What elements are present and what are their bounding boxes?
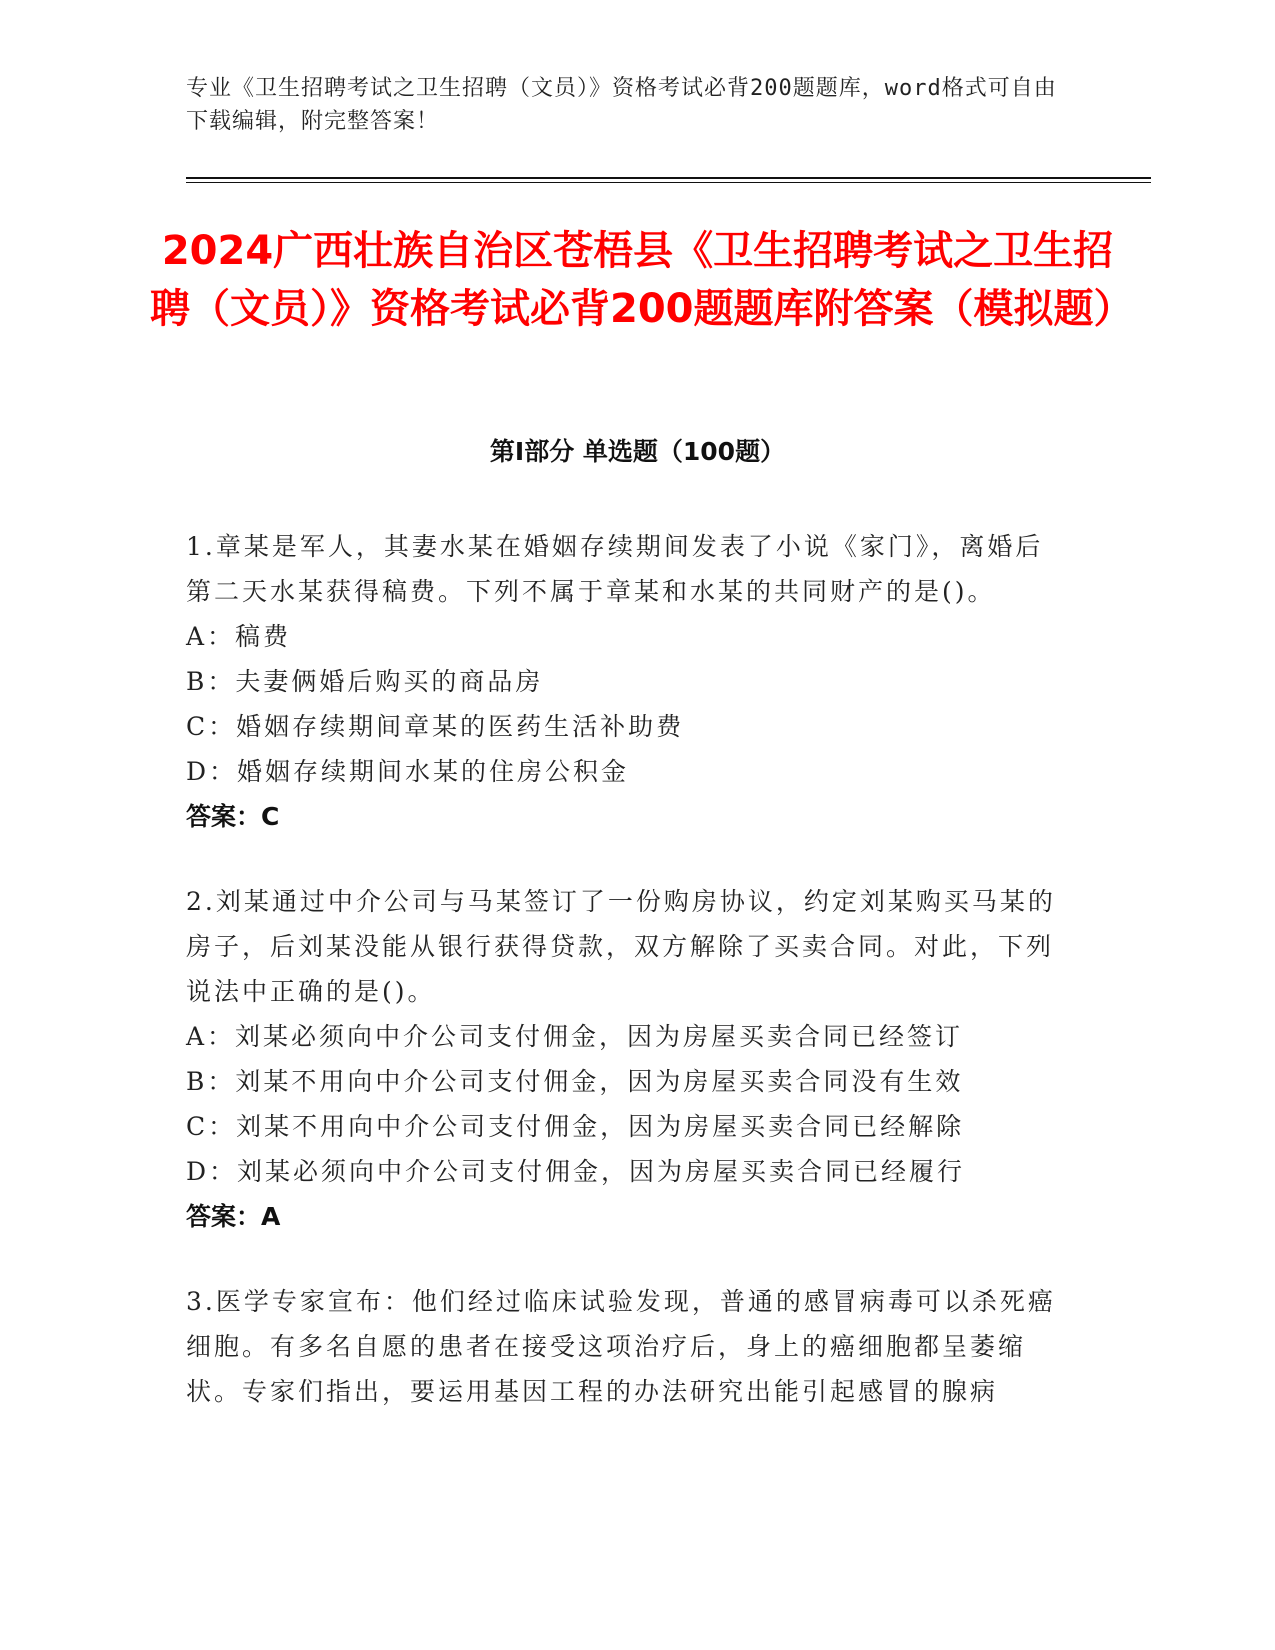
option-a: A：稿费 xyxy=(186,622,292,651)
question-stem: 2.刘某通过中介公司与马某签订了一份购房协议，约定刘某购买马某的房子，后刘某没能从银行获得贷款，双方解除了买卖合同。对此，下列说法中正确的是()。 xyxy=(186,887,1056,1006)
header-rule-thin xyxy=(186,182,1151,183)
answer-label: 答案：A xyxy=(186,1202,281,1231)
question-item xyxy=(186,879,1066,1239)
option-b: B：刘某不用向中介公司支付佣金，因为房屋买卖合同没有生效 xyxy=(186,1067,964,1096)
question-stem: 1.章某是军人，其妻水某在婚姻存续期间发表了小说《家门》，离婚后第二天水某获得稿费。下列不属于章某和水某的共同财产的是()。 xyxy=(186,532,1044,606)
question-stem: 3.医学专家宣布：他们经过临床试验发现，普通的感冒病毒可以杀死癌细胞。有多名自愿的患者在接受这项治疗后，身上的癌细胞都呈萎缩状。专家们指出，要运用基因工程的办法研究出能引起感冒的腺病 xyxy=(186,1287,1056,1406)
option-c: C：婚姻存续期间章某的医药生活补助费 xyxy=(186,712,685,741)
answer-label: 答案：C xyxy=(186,802,280,831)
option-d: D：刘某必须向中介公司支付佣金，因为房屋买卖合同已经履行 xyxy=(186,1157,966,1186)
option-c: C：刘某不用向中介公司支付佣金，因为房屋买卖合同已经解除 xyxy=(186,1112,965,1141)
question-item xyxy=(186,524,1066,839)
document-title: 2024广西壮族自治区苍梧县《卫生招聘考试之卫生招聘（文员）》资格考试必背200题题库附答案（模拟题） xyxy=(150,228,1134,332)
question-list xyxy=(186,524,1066,1454)
section-title: 第Ⅰ部分 单选题（100题） xyxy=(489,437,786,466)
header-note: 专业《卫生招聘考试之卫生招聘（文员）》资格考试必背200题题库，word格式可自由下载编辑，附完整答案！ xyxy=(186,76,1057,134)
question-item xyxy=(186,1279,1066,1414)
option-d: D：婚姻存续期间水某的住房公积金 xyxy=(186,757,630,786)
option-b: B：夫妻俩婚后购买的商品房 xyxy=(186,667,544,696)
header-rule-thick xyxy=(186,177,1151,179)
option-a: A：刘某必须向中介公司支付佣金，因为房屋买卖合同已经签订 xyxy=(186,1022,964,1051)
